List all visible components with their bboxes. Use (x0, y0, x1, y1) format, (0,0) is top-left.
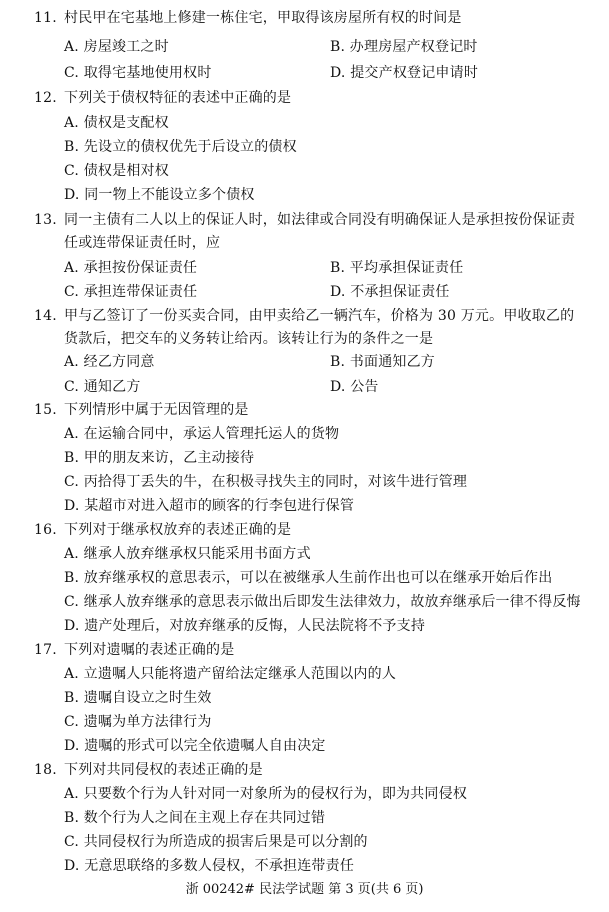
question-18-option-a (64, 784, 467, 804)
option-letter: D. (64, 738, 80, 754)
option-letter: A. (64, 666, 79, 682)
option-letter: C. (64, 474, 80, 490)
option-text: 债权是相对权 (83, 163, 169, 179)
question-13-option-d (330, 282, 450, 302)
option-letter: A. (64, 115, 79, 131)
option-text: 共同侵权行为所造成的损害后果是可以分割的 (83, 834, 368, 850)
option-text: 只要数个行为人针对同一对象所为的侵权行为，即为共同侵权 (83, 786, 468, 802)
option-letter: D. (64, 618, 80, 634)
question-15-stem: 下列情形中属于无因管理的是 (64, 402, 249, 418)
question-12-option-b (64, 137, 297, 157)
question-18-stem: 下列对共同侵权的表述正确的是 (64, 762, 263, 778)
option-text: 房屋竣工之时 (83, 39, 169, 55)
option-text: 甲的朋友来访，乙主动接待 (83, 450, 255, 466)
option-text: 先设立的债权优先于后设立的债权 (83, 139, 297, 155)
option-letter: D. (64, 187, 80, 203)
question-11-option-c (64, 63, 212, 83)
question-11-number: 11. (34, 10, 57, 26)
option-text: 立遗嘱人只能将遗产留给法定继承人范围以内的人 (83, 666, 397, 682)
option-letter: B. (330, 260, 346, 276)
question-17-option-c (64, 712, 212, 732)
option-text: 提交产权登记申请时 (350, 65, 479, 81)
option-text: 放弃继承权的意思表示，可以在被继承人生前作出也可以在继承开始后作出 (83, 570, 553, 586)
option-text: 丙拾得丁丢失的牛，在积极寻找失主的同时，对该牛进行管理 (83, 474, 468, 490)
question-17-stem: 下列对遗嘱的表述正确的是 (64, 642, 235, 658)
option-letter: C. (64, 65, 80, 81)
option-text: 在运输合同中，承运人管理托运人的货物 (83, 426, 340, 442)
option-letter: B. (64, 690, 80, 706)
question-14-stem-line-1: 甲与乙签订了一份买卖合同，由甲卖给乙一辆汽车，价格为 30 万元。甲收取乙的 (64, 308, 575, 324)
option-letter: A. (64, 546, 79, 562)
question-15-option-c (64, 472, 467, 492)
question-14-option-a (64, 352, 155, 372)
question-16-option-d (64, 616, 425, 636)
question-11-option-b (330, 37, 478, 57)
option-letter: C. (64, 163, 80, 179)
option-text: 书面通知乙方 (349, 354, 435, 370)
question-14-option-c (64, 377, 141, 397)
option-letter: A. (64, 39, 79, 55)
option-text: 同一物上不能设立多个债权 (84, 187, 255, 203)
option-text: 经乙方同意 (83, 354, 155, 370)
option-text: 通知乙方 (83, 379, 141, 395)
option-text: 承担连带保证责任 (83, 284, 198, 300)
question-15-option-d (64, 496, 354, 516)
question-18-option-d (64, 856, 354, 876)
option-letter: C. (64, 834, 80, 850)
option-text: 债权是支配权 (83, 115, 169, 131)
question-15-option-b (64, 448, 254, 468)
question-16-stem: 下列对于继承权放弃的表述正确的是 (64, 522, 292, 538)
question-17-option-b (64, 688, 212, 708)
option-letter: C. (64, 594, 80, 610)
question-14-stem-line-2: 货款后，把交车的义务转让给丙。该转让行为的条件之一是 (64, 331, 434, 347)
option-letter: A. (64, 260, 79, 276)
question-14-option-d (330, 377, 379, 397)
page-footer: 浙 00242# 民法学试题 第 3 页(共 6 页) (185, 882, 424, 897)
option-text: 数个行为人之间在主观上存在共同过错 (83, 810, 326, 826)
option-text: 办理房屋产权登记时 (349, 39, 478, 55)
question-13-option-c (64, 282, 197, 302)
option-letter: B. (330, 354, 346, 370)
question-14-number: 14. (34, 308, 57, 324)
question-17-option-d (64, 736, 326, 756)
option-letter: D. (64, 498, 80, 514)
question-13-number: 13. (34, 212, 57, 228)
option-text: 不承担保证责任 (350, 284, 450, 300)
option-letter: D. (330, 65, 346, 81)
question-18-option-c (64, 832, 368, 852)
option-letter: A. (64, 786, 79, 802)
question-11-option-d (330, 63, 478, 83)
question-13-stem-line-1: 同一主债有二人以上的保证人时，如法律或合同没有明确保证人是承担按份保证责 (64, 212, 576, 228)
option-text: 遗产处理后，对放弃继承的反悔，人民法院将不予支持 (84, 618, 426, 634)
option-text: 公告 (350, 379, 379, 395)
question-18-option-b (64, 808, 325, 828)
question-13-option-a (64, 258, 197, 278)
question-15-number: 15. (34, 402, 57, 418)
option-letter: B. (64, 450, 80, 466)
option-text: 某超市对进入超市的顾客的行李包进行保管 (84, 498, 355, 514)
question-13-option-b (330, 258, 463, 278)
option-letter: B. (64, 139, 80, 155)
option-text: 继承人放弃继承的意思表示做出后即发生法律效力，故放弃继承后一律不得反悔 (83, 594, 581, 610)
option-text: 无意思联络的多数人侵权，不承担连带责任 (84, 858, 355, 874)
question-12-option-c (64, 161, 169, 181)
question-17-number: 17. (34, 642, 57, 658)
option-text: 平均承担保证责任 (349, 260, 464, 276)
option-letter: C. (64, 714, 80, 730)
question-11-stem: 村民甲在宅基地上修建一栋住宅，甲取得该房屋所有权的时间是 (64, 10, 462, 26)
option-text: 承担按份保证责任 (83, 260, 198, 276)
option-text: 继承人放弃继承权只能采用书面方式 (83, 546, 311, 562)
option-letter: D. (330, 379, 346, 395)
question-12-option-d (64, 185, 255, 205)
question-11-option-a (64, 37, 169, 57)
option-text: 取得宅基地使用权时 (83, 65, 212, 81)
question-16-option-a (64, 544, 311, 564)
question-14-option-b (330, 352, 435, 372)
option-letter: B. (64, 810, 80, 826)
question-16-option-b (64, 568, 552, 588)
question-18-number: 18. (34, 762, 57, 778)
question-13-stem-line-2: 任或连带保证责任时，应 (64, 235, 221, 251)
question-12-stem: 下列关于债权特征的表述中正确的是 (64, 90, 292, 106)
question-17-option-a (64, 664, 396, 684)
option-letter: B. (64, 570, 80, 586)
question-12-number: 12. (34, 90, 57, 106)
option-letter: B. (330, 39, 346, 55)
option-text: 遗嘱自设立之时生效 (83, 690, 212, 706)
option-letter: C. (64, 284, 80, 300)
question-12-option-a (64, 113, 169, 133)
option-letter: D. (64, 858, 80, 874)
question-16-number: 16. (34, 522, 57, 538)
option-letter: C. (64, 379, 80, 395)
option-letter: A. (64, 354, 79, 370)
option-letter: A. (64, 426, 79, 442)
option-letter: D. (330, 284, 346, 300)
option-text: 遗嘱的形式可以完全依遗嘱人自由决定 (84, 738, 326, 754)
question-15-option-a (64, 424, 339, 444)
option-text: 遗嘱为单方法律行为 (83, 714, 212, 730)
question-16-option-c (64, 592, 581, 612)
